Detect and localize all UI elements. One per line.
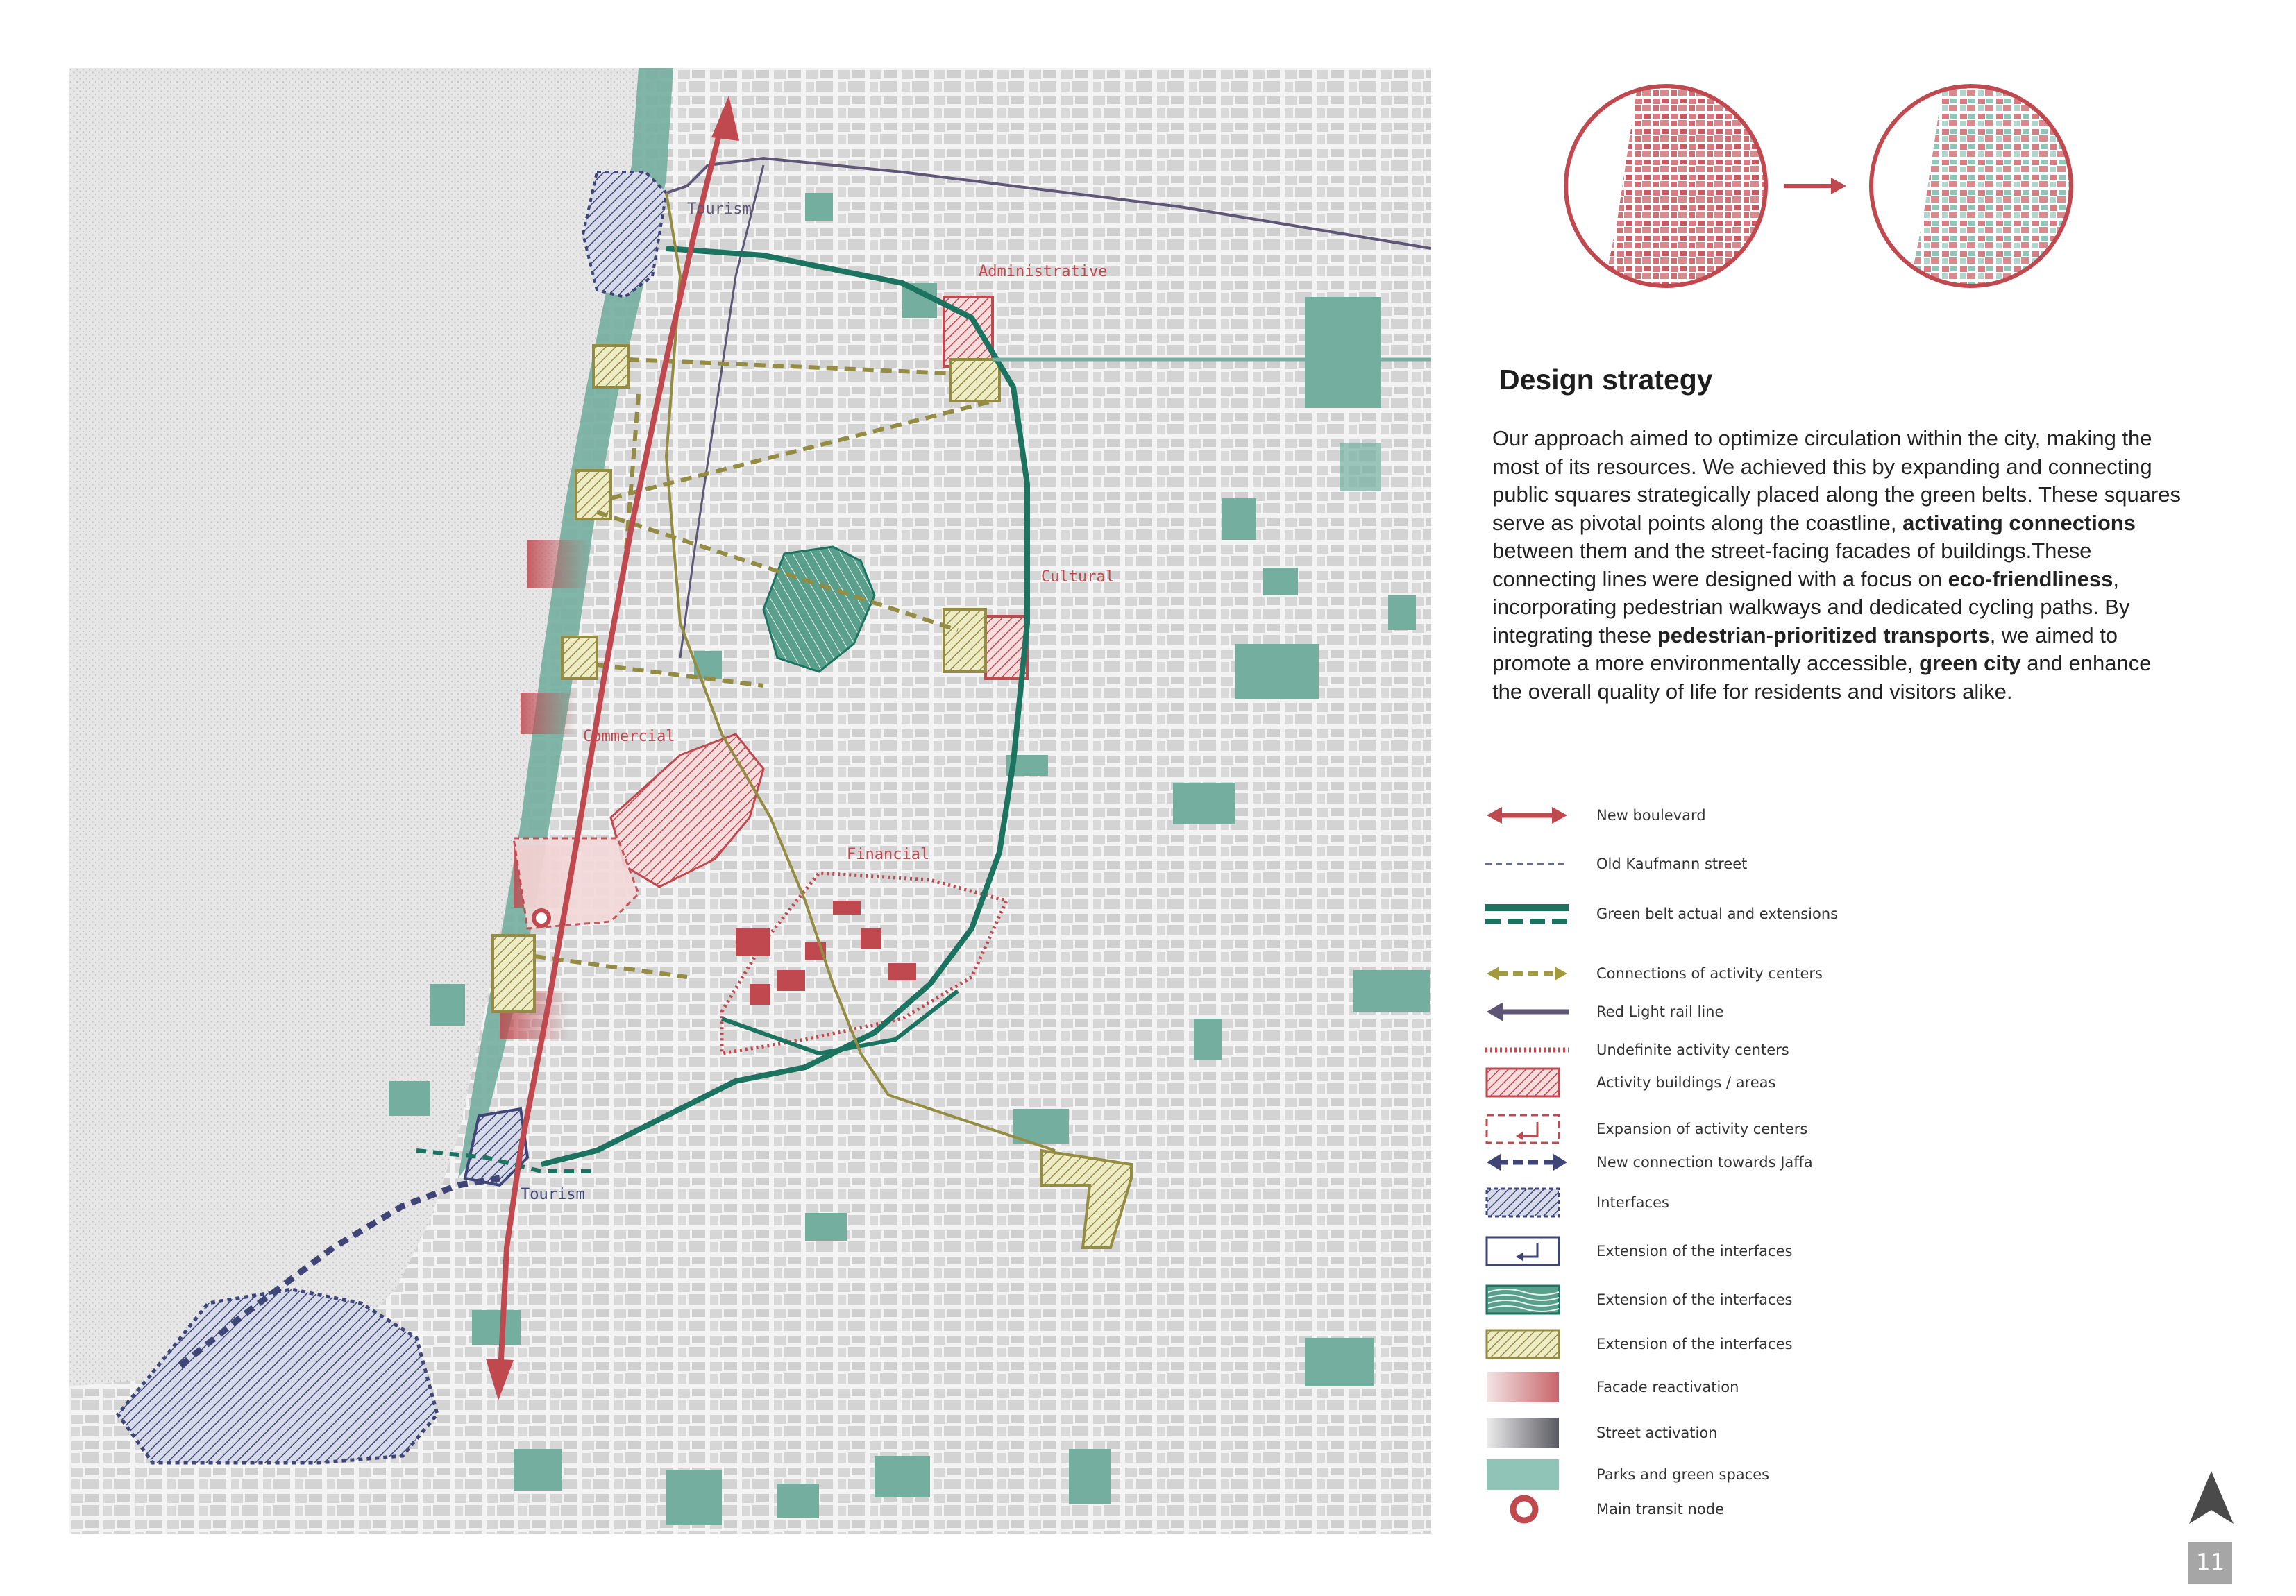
legend-label: Facade reactivation [1596,1379,1739,1395]
paragraph-text: , we aimed to promote a more environmentally accessible, [1492,622,2118,675]
administrative-interface [951,359,999,401]
main-transit-node [534,910,549,926]
hatched-box-navy-icon [1485,1185,1569,1220]
box-navy-arrow-icon [1485,1234,1569,1268]
paragraph-text: , incorporating pedestrian walkways and dedicated cycling paths. By integrating these [1492,566,2130,647]
legend-label: Main transit node [1596,1501,1724,1518]
dotted-line-red-icon [1485,1033,1569,1067]
legend-label: Red Light rail line [1596,1003,1724,1020]
legend-label: Undefinite activity centers [1596,1042,1789,1058]
arrow-purple-icon [1485,994,1569,1029]
green-belt-lines-icon [1485,897,1569,931]
label-cultural: Cultural [1041,568,1115,586]
paragraph-bold: eco-friendliness [1948,566,2113,591]
legend-label: Activity buildings / areas [1596,1074,1776,1091]
legend-label: New connection towards Jaffa [1596,1154,1813,1171]
paragraph-text: and enhance the overall quality of life for residents and visitors alike. [1492,651,2152,704]
dashed-arrow-olive-icon [1485,956,1569,991]
strategy-insets [1562,82,2082,297]
legend-label: Extension of the interfaces [1596,1336,1793,1352]
label-administrative: Administrative [979,263,1108,280]
north-arrow-icon [2188,1470,2235,1525]
strategy-paragraph [1492,425,2186,706]
right-arrow-icon [1784,178,1846,194]
cultural-interface [944,609,986,672]
legend-label: Expansion of activity centers [1596,1121,1808,1137]
legend-label: Parks and green spaces [1596,1466,1770,1483]
dashed-line-gray-icon [1485,847,1569,881]
hatched-box-olive-icon [1485,1327,1569,1361]
label-tourism-north: Tourism [687,201,752,218]
label-tourism-south: Tourism [521,1186,585,1203]
section-title: Design strategy [1499,364,1713,396]
legend-label: Green belt actual and extensions [1596,906,1839,922]
map-legend [1485,777,2152,1527]
paragraph-bold: activating connections [1902,510,2136,535]
legend-label: Old Kaufmann street [1596,856,1748,872]
legend-label: Interfaces [1596,1194,1669,1211]
gradient-box-gray-icon [1485,1416,1569,1450]
inset-before [1562,82,1770,290]
double-arrow-red-icon [1485,798,1569,833]
legend-label: Connections of activity centers [1596,965,1823,982]
label-financial: Financial [847,846,930,863]
legend-label: New boulevard [1596,807,1706,824]
paragraph-bold: pedestrian-prioritized transports [1657,622,1990,647]
hatched-box-red-icon [1485,1065,1569,1100]
paragraph-text: between them and the street-facing facades of buildings.These connecting lines were designed with a focus on [1492,538,2092,591]
gradient-box-red-icon [1485,1370,1569,1404]
legend-label: Street activation [1596,1425,1718,1441]
paragraph-bold: green city [1919,651,2021,675]
dashed-double-arrow-navy-icon [1485,1145,1569,1180]
paragraph-text: Our approach aimed to optimize circulation within the city, making the most of its resources. We achieved this by expanding and connecting public squares strategically placed along the green belts. These squares serve as pivotal points along the coastline, [1492,426,2181,535]
box-green-icon [1485,1457,1569,1492]
legend-label: Extension of the interfaces [1596,1291,1793,1308]
site-map [69,68,1431,1534]
legend-label: Extension of the interfaces [1596,1243,1793,1259]
ring-red-icon [1485,1492,1569,1527]
wavy-box-green-icon [1485,1282,1569,1317]
label-commercial: Commercial [583,728,675,745]
dashed-box-red-icon [1485,1112,1569,1146]
inset-after [1867,82,2075,290]
page-number: 11 [2188,1542,2232,1584]
